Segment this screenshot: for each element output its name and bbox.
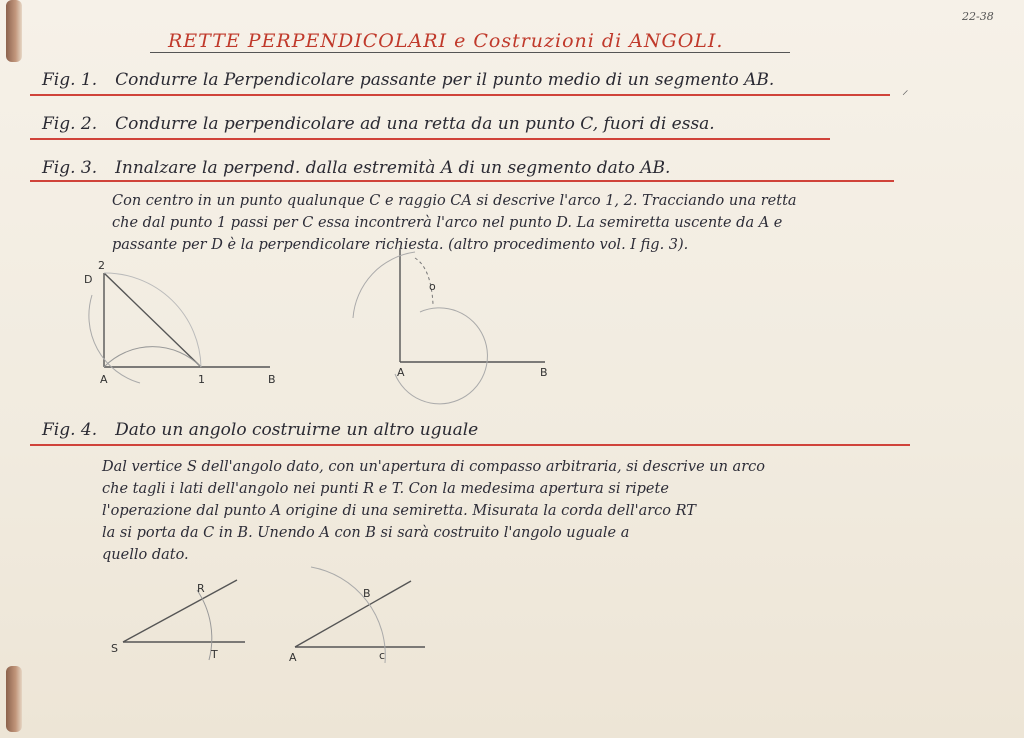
fig4-d2-label-c: c xyxy=(379,649,386,662)
fig4-d2-label-b: B xyxy=(363,587,371,600)
fig3-d1-label-d: D xyxy=(84,273,93,286)
fig3-line-3: passante per D è la perpendicolare richiesta. (altro procedimento vol. I fig. 3). xyxy=(112,237,689,253)
fig1-heading xyxy=(42,70,774,90)
fig4-text: Dato un angolo costruirne un altro uguale xyxy=(115,420,479,440)
fig2-label: Fig. 2. xyxy=(42,114,98,134)
fig4-d2-label-a: A xyxy=(289,651,297,664)
fig1-label: Fig. 1. xyxy=(42,70,98,90)
fig3-heading xyxy=(42,158,670,178)
fig4-rule xyxy=(30,444,910,446)
fig4-heading xyxy=(42,420,478,440)
fig2-text: Condurre la perpendicolare ad una retta da un punto C, fuori di essa. xyxy=(115,114,715,134)
fig3-line-1: Con centro in un punto qualunque C e raggio CA si descrive l'arco 1, 2. Tracciando una retta xyxy=(112,193,797,209)
fig3-label: Fig. 3. xyxy=(42,158,98,178)
fig4-d1-label-t: T xyxy=(211,648,218,661)
fig3-text: Innalzare la perpend. dalla estremità A di un segmento dato AB. xyxy=(115,158,671,178)
fig3-diagram-1 xyxy=(80,255,300,390)
fig4-line-5: quello dato. xyxy=(102,547,189,563)
fig3-d1-label-b: B xyxy=(268,373,276,386)
fig3-diagram-2 xyxy=(345,240,565,380)
fig1-check-mark: ⸝ xyxy=(902,83,909,98)
fig1-text: Condurre la Perpendicolare passante per il punto medio di un segmento AB. xyxy=(115,70,775,90)
fig4-line-3: l'operazione dal punto A origine di una semiretta. Misurata la corda dell'arco RT xyxy=(102,503,696,519)
fig4-diagram-1 xyxy=(105,572,255,667)
page-number: 22-38 xyxy=(962,10,994,23)
fig4-line-1: Dal vertice S dell'angolo dato, con un'apertura di compasso arbitraria, si descrive un arco xyxy=(102,459,765,475)
fig4-line-4: la si porta da C in B. Unendo A con B si sarà costruito l'angolo uguale a xyxy=(102,525,630,541)
fig3-line-2: che dal punto 1 passi per C essa incontrerà l'arco nel punto D. La semiretta uscente da A e xyxy=(112,215,783,231)
fig3-d2-label-o: o xyxy=(429,280,436,293)
fig3-d1-label-a: A xyxy=(100,373,108,386)
torn-edge-bottom xyxy=(6,666,22,732)
fig4-d1-label-r: R xyxy=(197,582,205,595)
fig2-heading xyxy=(42,114,715,134)
fig3-d1-label-2: 2 xyxy=(98,259,105,272)
fig3-d2-label-b: B xyxy=(540,366,548,379)
fig3-rule xyxy=(30,180,894,182)
fig4-d1-label-s: S xyxy=(111,642,118,655)
fig3-d1-label-1: 1 xyxy=(198,373,205,386)
fig1-rule xyxy=(30,94,890,96)
fig2-rule xyxy=(30,138,830,140)
torn-edge-top xyxy=(6,0,22,62)
title-underline xyxy=(150,52,790,53)
fig4-label: Fig. 4. xyxy=(42,420,98,440)
fig4-paragraph xyxy=(102,456,765,566)
page-title: RETTE PERPENDICOLARI e Costruzioni di ANGOLI. xyxy=(168,30,724,52)
fig4-diagram-2 xyxy=(285,565,435,670)
fig4-line-2: che tagli i lati dell'angolo nei punti R e T. Con la medesima apertura si ripete xyxy=(102,481,669,497)
fig3-d2-label-a: A xyxy=(397,366,405,379)
